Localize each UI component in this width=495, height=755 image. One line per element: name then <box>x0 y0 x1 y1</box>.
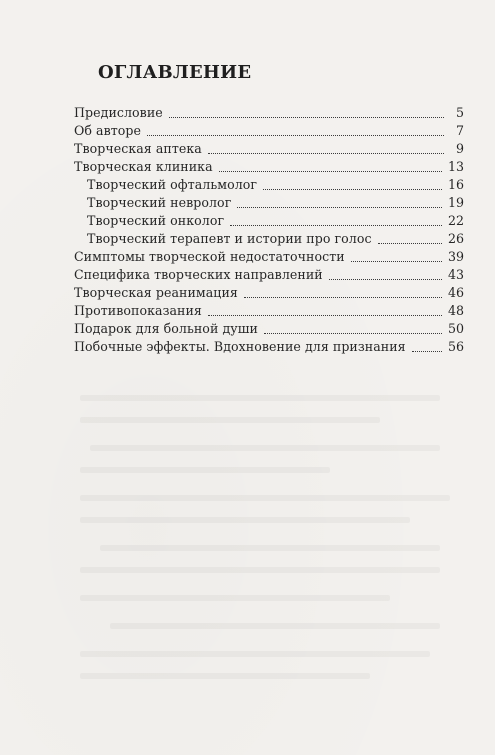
toc-entry-page: 26 <box>447 231 464 246</box>
toc-entry-reanimation[interactable] <box>74 284 464 302</box>
toc-entry-neurologist[interactable] <box>74 194 464 212</box>
toc-leader-dots <box>147 134 444 136</box>
toc-entry-clinic[interactable] <box>74 158 464 176</box>
toc-entry-page: 43 <box>447 267 464 282</box>
toc-leader-dots <box>329 278 442 280</box>
toc-entry-page: 50 <box>447 321 464 336</box>
toc-entry-page: 46 <box>447 285 464 300</box>
toc-entry-page: 9 <box>455 141 464 156</box>
toc-entry-label: Творческая реанимация <box>74 285 238 300</box>
toc-leader-dots <box>412 350 442 352</box>
toc-entry-ophthalmologist[interactable] <box>74 176 464 194</box>
table-of-contents <box>74 104 464 356</box>
toc-entry-page: 5 <box>455 105 464 120</box>
toc-leader-dots <box>219 170 442 172</box>
toc-entry-page: 7 <box>455 123 464 138</box>
toc-entry-label: Предисловие <box>74 105 163 120</box>
toc-leader-dots <box>244 296 442 298</box>
toc-entry-page: 48 <box>447 303 464 318</box>
toc-leader-dots <box>230 224 442 226</box>
toc-leader-dots <box>378 242 442 244</box>
toc-entry-pharmacy[interactable] <box>74 140 464 158</box>
toc-entry-page: 13 <box>447 159 464 174</box>
toc-leader-dots <box>169 116 444 118</box>
toc-entry-label: Об авторе <box>74 123 142 138</box>
toc-entry-label: Творческий терапевт и истории про голос <box>87 231 372 246</box>
reverse-side-bleed-through <box>80 395 460 695</box>
toc-entry-page: 22 <box>447 213 464 228</box>
toc-entry-label: Творческий онколог <box>87 213 225 228</box>
toc-entry-page: 19 <box>447 195 464 210</box>
toc-leader-dots <box>208 152 444 154</box>
toc-leader-dots <box>208 314 442 316</box>
toc-entry-label: Симптомы творческой недостаточности <box>74 249 345 264</box>
toc-entry-gift[interactable] <box>74 320 464 338</box>
toc-leader-dots <box>264 332 442 334</box>
toc-entry-specifics[interactable] <box>74 266 464 284</box>
toc-title: ОГЛАВЛЕНИЕ <box>98 62 252 83</box>
toc-leader-dots <box>237 206 442 208</box>
toc-entry-page: 16 <box>447 177 464 192</box>
toc-entry-label: Противопоказания <box>74 303 202 318</box>
toc-entry-about-author[interactable] <box>74 122 464 140</box>
toc-entry-label: Специфика творческих направлений <box>74 267 323 282</box>
toc-entry-label: Творческая клиника <box>74 159 213 174</box>
toc-entry-oncologist[interactable] <box>74 212 464 230</box>
toc-entry-label: Творческая аптека <box>74 141 202 156</box>
toc-entry-contraindications[interactable] <box>74 302 464 320</box>
toc-leader-dots <box>263 188 442 190</box>
toc-leader-dots <box>351 260 442 262</box>
toc-entry-label: Творческий невролог <box>87 195 232 210</box>
toc-entry-label: Побочные эффекты. Вдохновение для признания <box>74 339 406 354</box>
toc-entry-therapist[interactable] <box>74 230 464 248</box>
toc-entry-symptoms[interactable] <box>74 248 464 266</box>
toc-entry-label: Творческий офтальмолог <box>87 177 258 192</box>
toc-entry-page: 56 <box>447 339 464 354</box>
toc-entry-preface[interactable] <box>74 104 464 122</box>
toc-entry-page: 39 <box>447 249 464 264</box>
toc-entry-side-effects[interactable] <box>74 338 464 356</box>
toc-entry-label: Подарок для больной души <box>74 321 258 336</box>
